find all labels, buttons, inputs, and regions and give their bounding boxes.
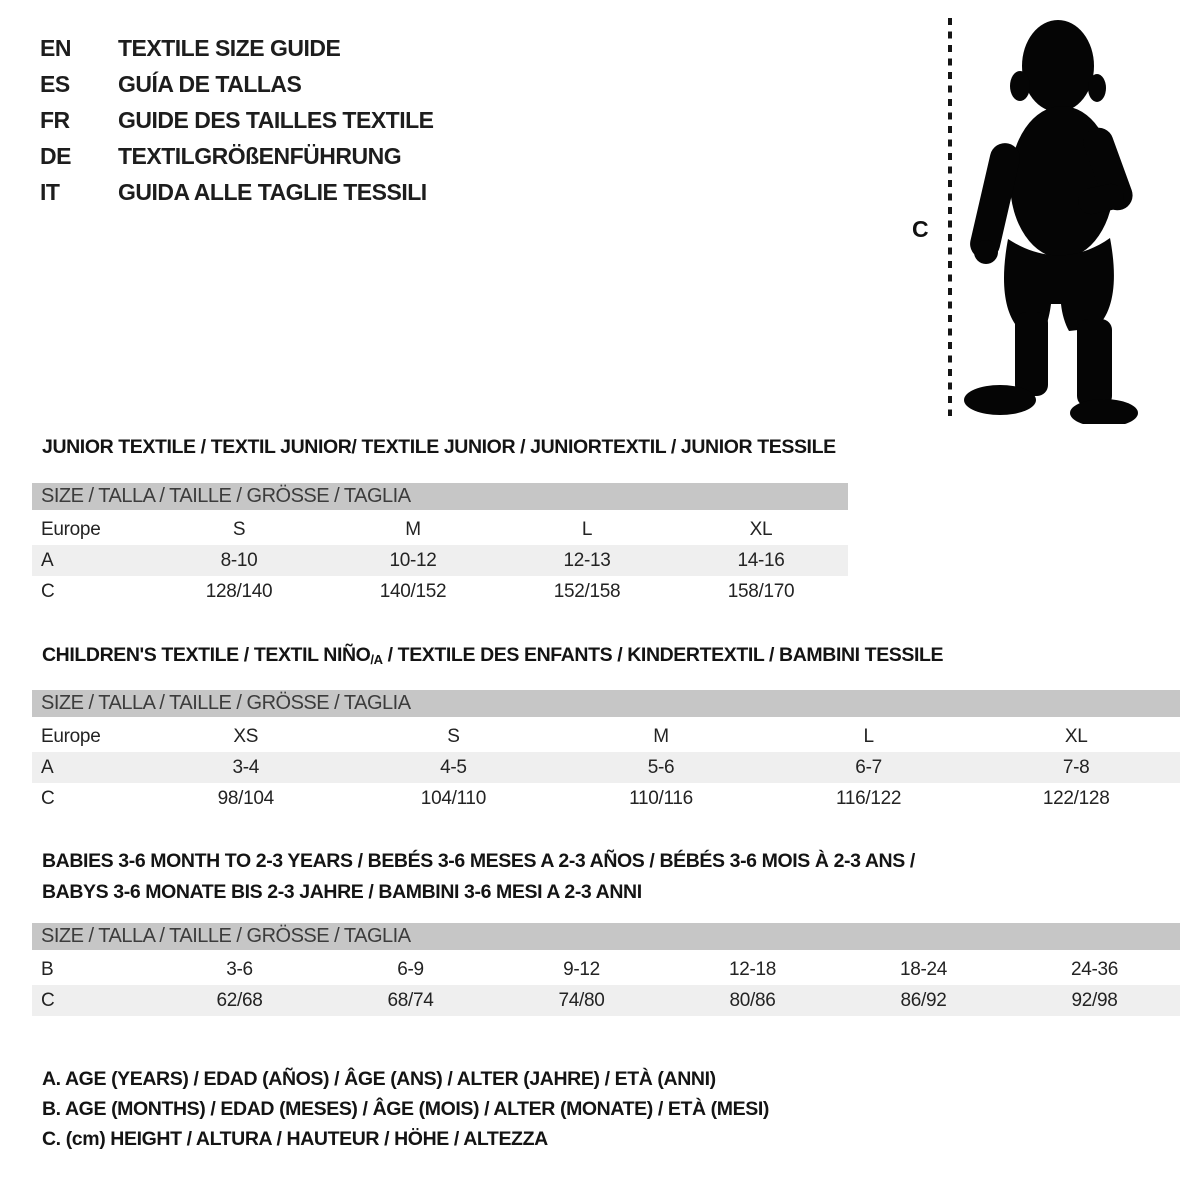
table-cell: 18-24 — [899, 958, 948, 980]
row-label: Europe — [41, 725, 101, 747]
row-label: A — [41, 756, 54, 778]
guide-title-es: GUÍA DE TALLAS — [118, 70, 302, 97]
table-cell: M — [405, 518, 421, 540]
row-label: C — [41, 989, 55, 1011]
legend — [42, 1064, 769, 1154]
size-header-bar: SIZE / TALLA / TAILLE / GRÖSSE / TAGLIA — [32, 923, 1180, 950]
babies-title-line2: BABYS 3-6 MONATE BIS 2-3 JAHRE / BAMBINI 3-6 MESI A 2-3 ANNI — [42, 881, 642, 903]
table-cell: 6-7 — [855, 756, 882, 778]
height-measure-label: C — [912, 216, 929, 242]
table-cell: 12-13 — [563, 549, 611, 571]
table-cell: 24-36 — [1070, 958, 1119, 980]
row-label: A — [41, 549, 54, 571]
table-cell: 158/170 — [727, 580, 795, 602]
row-label: C — [41, 787, 55, 809]
table-cell: 3-6 — [226, 958, 253, 980]
table-cell: XL — [1064, 725, 1088, 747]
legend-age-months: B. AGE (MONTHS) / EDAD (MESES) / ÂGE (MOIS) / ALTER (MONATE) / ETÀ (MESI) — [42, 1098, 769, 1120]
babies-section-title — [42, 846, 915, 908]
children-title-rest: / TEXTILE DES ENFANTS / KINDERTEXTIL / BAMBINI TESSILE — [382, 644, 944, 666]
table-cell: XL — [749, 518, 773, 540]
table-row-age-years — [32, 752, 1180, 783]
table-cell: 6-9 — [397, 958, 424, 980]
table-cell: 7-8 — [1062, 756, 1090, 778]
children-title-subscript: /A — [370, 652, 383, 667]
height-measure-line-icon — [946, 16, 954, 418]
table-row-europe — [32, 721, 1180, 752]
children-title-main: CHILDREN'S TEXTILE / TEXTIL NIÑO — [42, 644, 371, 666]
language-code: EN — [40, 34, 71, 61]
language-row-fr — [40, 102, 434, 138]
table-cell: 128/140 — [205, 580, 273, 602]
size-header-bar: SIZE / TALLA / TAILLE / GRÖSSE / TAGLIA — [32, 483, 848, 510]
language-title-list — [40, 30, 434, 210]
junior-section-title: JUNIOR TEXTILE / TEXTIL JUNIOR/ TEXTILE JUNIOR / JUNIORTEXTIL / JUNIOR TESSILE — [42, 436, 836, 458]
table-row-age-years — [32, 545, 848, 576]
language-code: ES — [40, 70, 70, 97]
table-cell: 3-4 — [232, 756, 260, 778]
table-cell: 110/116 — [629, 787, 693, 809]
table-cell: 4-5 — [440, 756, 467, 778]
children-size-table — [32, 690, 1180, 814]
table-row-height-cm — [32, 783, 1180, 814]
guide-title-fr: GUIDE DES TAILLES TEXTILE — [118, 106, 434, 133]
table-cell: 104/110 — [420, 787, 486, 809]
baby-silhouette-icon — [958, 14, 1148, 424]
language-row-it — [40, 174, 434, 210]
table-cell: 140/152 — [379, 580, 447, 602]
babies-title-line1: BABIES 3-6 MONTH TO 2-3 YEARS / BEBÉS 3-6 MESES A 2-3 AÑOS / BÉBÉS 3-6 MOIS À 2-3 ANS / — [42, 850, 915, 872]
babies-size-table — [32, 923, 1180, 1016]
row-label: B — [41, 958, 54, 980]
table-cell: XS — [233, 725, 259, 747]
language-row-de — [40, 138, 434, 174]
table-cell: 9-12 — [563, 958, 600, 980]
guide-title-en: TEXTILE SIZE GUIDE — [118, 34, 341, 61]
table-cell: 5-6 — [647, 756, 675, 778]
table-cell: 152/158 — [553, 580, 621, 602]
language-code: FR — [40, 106, 70, 133]
table-cell: 122/128 — [1042, 787, 1110, 809]
table-cell: M — [653, 725, 669, 747]
table-row-height-cm — [32, 985, 1180, 1016]
row-label: Europe — [41, 518, 101, 540]
legend-height-cm: C. (cm) HEIGHT / ALTURA / HAUTEUR / HÖHE / ALTEZZA — [42, 1128, 548, 1150]
children-section-title — [42, 644, 943, 667]
language-row-en — [40, 30, 434, 66]
table-cell: 8-10 — [220, 549, 258, 571]
table-cell: S — [232, 518, 246, 540]
table-cell: 14-16 — [737, 549, 785, 571]
table-cell: 10-12 — [389, 549, 437, 571]
language-row-es — [40, 66, 434, 102]
table-cell: 116/122 — [835, 787, 902, 809]
table-cell: 74/80 — [558, 989, 605, 1011]
table-cell: 92/98 — [1071, 989, 1118, 1011]
language-code: DE — [40, 142, 71, 169]
table-cell: 68/74 — [387, 989, 434, 1011]
table-row-age-months — [32, 954, 1180, 985]
table-cell: 98/104 — [217, 787, 274, 809]
table-cell: 62/68 — [216, 989, 263, 1011]
table-cell: 12-18 — [728, 958, 777, 980]
table-cell: 86/92 — [900, 989, 947, 1011]
guide-title-it: GUIDA ALLE TAGLIE TESSILI — [118, 178, 427, 205]
table-cell: L — [863, 725, 874, 747]
table-cell: S — [447, 725, 460, 747]
legend-age-years: A. AGE (YEARS) / EDAD (AÑOS) / ÂGE (ANS) / ALTER (JAHRE) / ETÀ (ANNI) — [42, 1068, 716, 1090]
table-cell: 80/86 — [729, 989, 776, 1011]
row-label: C — [41, 580, 55, 602]
size-header-bar: SIZE / TALLA / TAILLE / GRÖSSE / TAGLIA — [32, 690, 1180, 717]
guide-title-de: TEXTILGRÖßENFÜHRUNG — [118, 142, 402, 169]
language-code: IT — [40, 178, 60, 205]
table-row-height-cm — [32, 576, 848, 607]
table-cell: L — [581, 518, 593, 540]
table-row-europe — [32, 514, 848, 545]
junior-size-table — [32, 483, 848, 607]
